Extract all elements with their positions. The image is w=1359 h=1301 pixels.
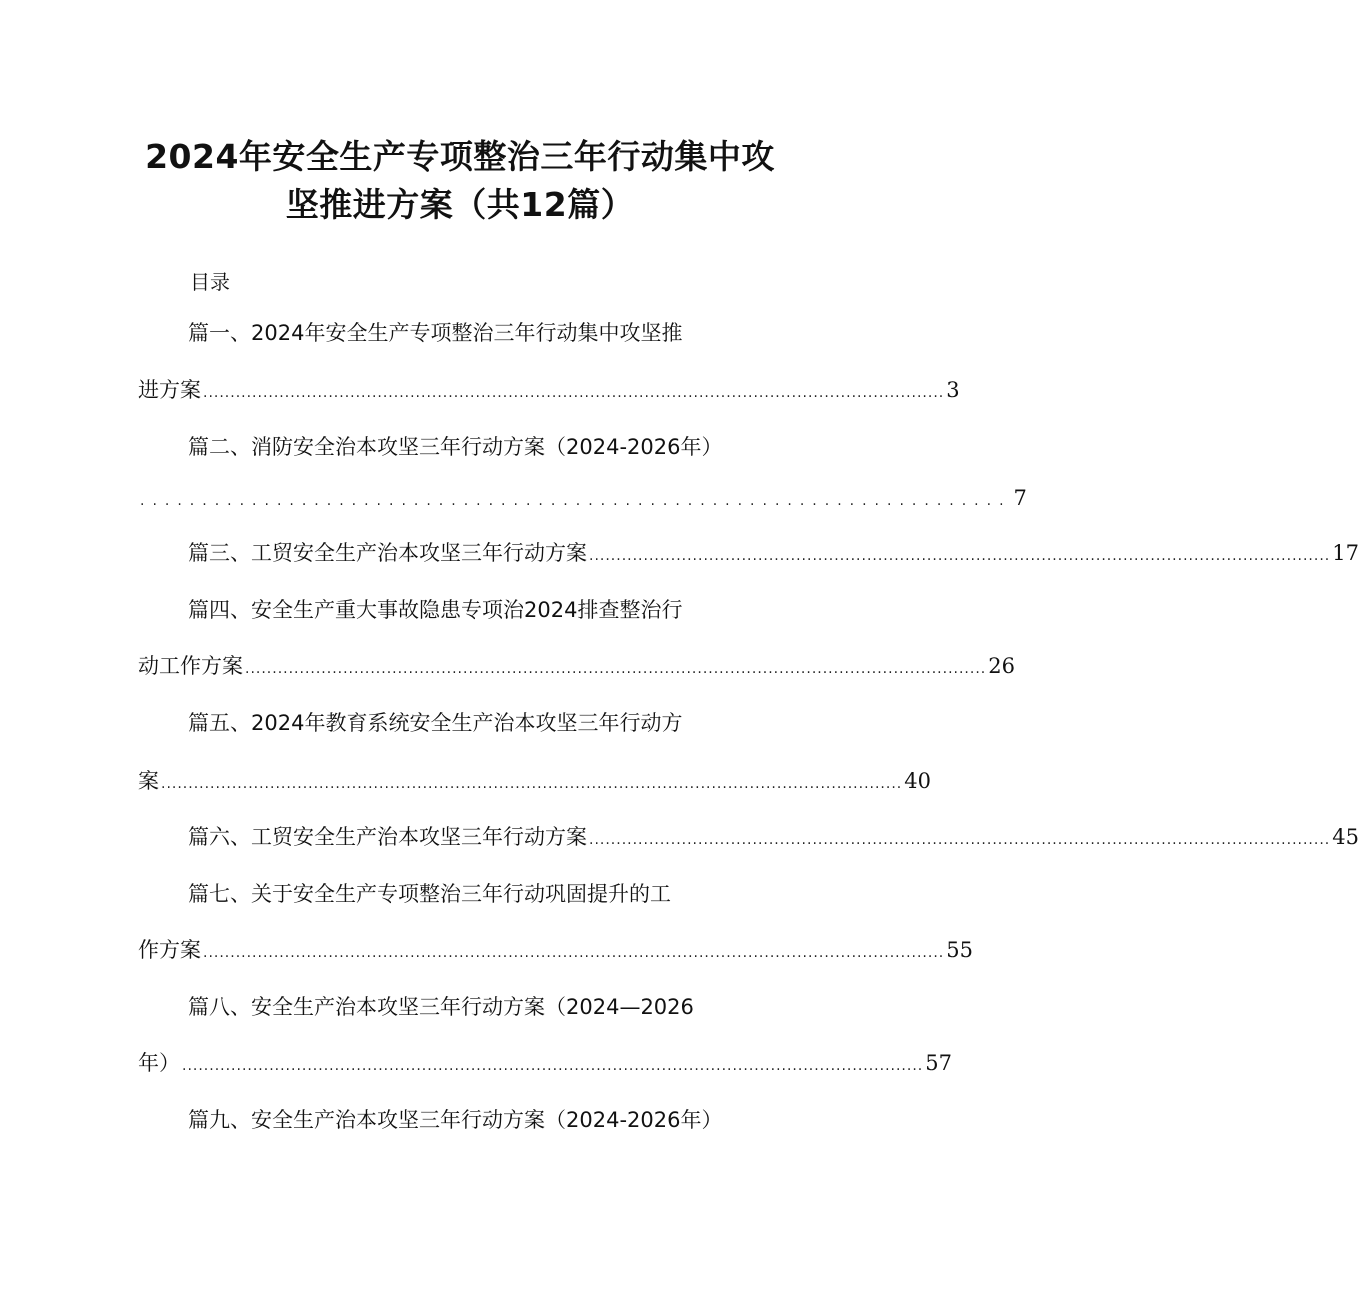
toc-entry-7-text: 作方案 <box>138 938 201 962</box>
toc-entry-9-line-1[interactable]: 篇九、安全生产治本攻坚三年行动方案（2024-2026年） <box>188 1108 723 1132</box>
toc-entry-5-text: 案 <box>138 769 159 793</box>
dot-leader: ........................................................................................................................................ <box>182 1058 924 1074</box>
toc-entry-6[interactable] <box>188 822 1359 852</box>
toc-entry-4-line-2[interactable] <box>138 651 1015 681</box>
toc-entry-1-line-2[interactable] <box>138 375 960 405</box>
toc-entry-8-line-1[interactable]: 篇八、安全生产治本攻坚三年行动方案（2024—2026 <box>188 995 694 1019</box>
dot-leader: ........................................................................................................................................ <box>589 832 1331 848</box>
toc-entry-5-page: 40 <box>904 769 931 793</box>
toc-entry-8-text: 年） <box>138 1051 180 1075</box>
toc-entry-3[interactable] <box>188 538 1359 568</box>
dot-leader: ........................................................................................................................................ <box>203 945 945 961</box>
toc-entry-7-page: 55 <box>946 938 973 962</box>
dot-leader: ........................................................................................................................................ <box>589 548 1331 564</box>
toc-entry-7-line-1[interactable]: 篇七、关于安全生产专项整治三年行动巩固提升的工 <box>188 882 671 906</box>
toc-entry-4-line-1[interactable]: 篇四、安全生产重大事故隐患专项治2024排查整治行 <box>188 598 683 622</box>
dot-leader: ........................................................................................................................................ <box>203 385 945 401</box>
toc-entry-8-line-2[interactable] <box>138 1048 952 1078</box>
toc-entry-6-page: 45 <box>1332 825 1359 849</box>
toc-entry-3-text: 篇三、工贸安全生产治本攻坚三年行动方案 <box>188 541 587 565</box>
toc-entry-2-line-2[interactable] <box>138 483 1027 513</box>
toc-entry-5-line-2[interactable] <box>138 766 931 796</box>
document-title-line-1: 2024年安全生产专项整治三年行动集中攻 <box>145 137 775 176</box>
toc-entry-2-page: 7 <box>1013 486 1027 510</box>
toc-entry-3-page: 17 <box>1332 541 1359 565</box>
dot-leader: ........................................................................................................................................ <box>245 661 987 677</box>
toc-entry-1-page: 3 <box>946 378 960 402</box>
document-title-line-2: 坚推进方案（共12篇） <box>285 185 635 224</box>
toc-entry-8-page: 57 <box>925 1051 952 1075</box>
dot-leader: ........................................................................................................................................ <box>161 776 903 792</box>
toc-entry-1-line-1[interactable]: 篇一、2024年安全生产专项整治三年行动集中攻坚推 <box>188 321 683 345</box>
toc-entry-4-text: 动工作方案 <box>138 654 243 678</box>
toc-entry-6-text: 篇六、工贸安全生产治本攻坚三年行动方案 <box>188 825 587 849</box>
toc-entry-4-page: 26 <box>988 654 1015 678</box>
toc-entry-5-line-1[interactable]: 篇五、2024年教育系统安全生产治本攻坚三年行动方 <box>188 711 683 735</box>
dot-leader: ...................................................................... <box>140 493 1012 509</box>
toc-entry-1-text: 进方案 <box>138 378 201 402</box>
toc-heading: 目录 <box>190 270 230 294</box>
toc-entry-7-line-2[interactable] <box>138 935 973 965</box>
toc-entry-2-line-1[interactable]: 篇二、消防安全治本攻坚三年行动方案（2024-2026年） <box>188 435 723 459</box>
